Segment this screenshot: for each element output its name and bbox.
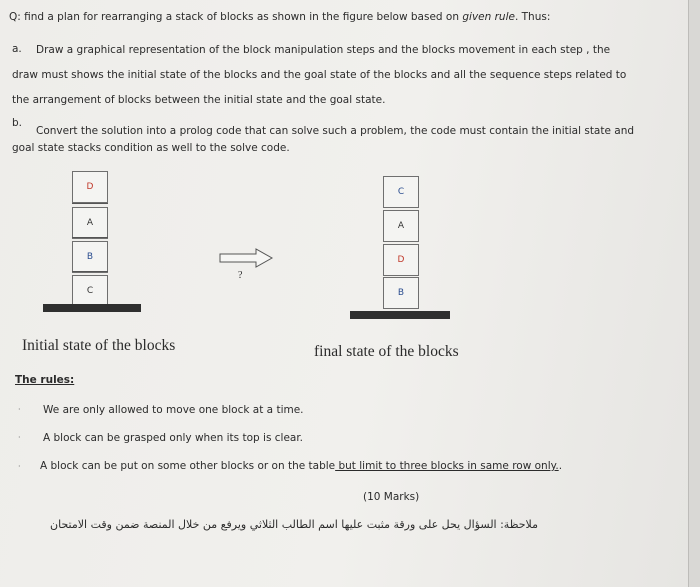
- rule-bullet-1: ·: [18, 405, 21, 414]
- final-block-3-letter: D: [397, 255, 405, 265]
- final-block-2: [383, 210, 419, 242]
- rule-bullet-3: ·: [18, 462, 21, 471]
- initial-block-4-letter: C: [86, 286, 94, 296]
- part-a-line1: Draw a graphical representation of the block manipulation steps and the blocks movement in each step , the: [36, 44, 611, 56]
- rule-2: A block can be grasped only when its top is clear.: [43, 432, 304, 444]
- arrow-label: ?: [238, 270, 243, 281]
- initial-block-3-letter: B: [86, 252, 94, 262]
- final-block-4-letter: B: [397, 288, 405, 298]
- part-a-line2: draw must shows the initial state of the blocks and the goal state of the blocks and all the sequence steps related to: [12, 69, 627, 81]
- final-block-3: [383, 244, 419, 276]
- rule-3: [40, 459, 562, 473]
- initial-separator-3: [72, 271, 108, 272]
- question-suffix: . Thus:: [514, 11, 551, 23]
- final-caption: final state of the blocks: [314, 343, 459, 360]
- question-prefix: Q: find a plan for rearranging a stack of blocks as shown in the figure below based on: [9, 11, 463, 23]
- final-block-2-letter: A: [397, 221, 405, 231]
- final-table: [350, 311, 450, 319]
- initial-separator-1: [72, 203, 108, 204]
- part-b-line2: goal state stacks condition as well to the solve code.: [12, 142, 290, 154]
- initial-separator-2: [72, 237, 108, 238]
- question-emphasis: given rule: [462, 11, 515, 23]
- initial-table: [43, 304, 141, 312]
- arabic-note: ملاحظة: السؤال يحل على ورقة مثبت عليها اسم الطالب الثلاثي ويرفع من خلال المنصة ضمن وقت الامتحان: [50, 518, 538, 531]
- arrow-right-icon: [218, 247, 274, 269]
- final-block-1: [383, 176, 419, 208]
- final-block-1-letter: C: [397, 187, 405, 197]
- initial-block-1-letter: D: [86, 182, 94, 192]
- rule-1: We are only allowed to move one block at a time.: [43, 404, 304, 416]
- final-block-4: [383, 277, 419, 309]
- part-a-line3: the arrangement of blocks between the initial state and the goal state.: [12, 94, 386, 106]
- rule-3-end: .: [558, 460, 563, 472]
- initial-block-1: [72, 171, 108, 203]
- rule-3-underlined: but limit to three blocks in same row only.: [335, 460, 559, 472]
- part-b-line1: Convert the solution into a prolog code that can solve such a problem, the code must contain the initial state and: [36, 125, 635, 137]
- rules-title: The rules:: [15, 374, 75, 386]
- initial-block-4: [72, 275, 108, 307]
- initial-block-2: [72, 207, 108, 239]
- rule-3-text: A block can be put on some other blocks or on the table: [40, 460, 336, 472]
- part-a-label: a.: [12, 43, 22, 55]
- rule-bullet-2: ·: [18, 433, 21, 442]
- initial-caption: Initial state of the blocks: [22, 337, 176, 354]
- initial-block-2-letter: A: [86, 218, 94, 228]
- marks-label: (10 Marks): [363, 491, 420, 503]
- part-b-label: b.: [12, 117, 23, 129]
- initial-block-3: [72, 241, 108, 273]
- question-text: [9, 10, 550, 24]
